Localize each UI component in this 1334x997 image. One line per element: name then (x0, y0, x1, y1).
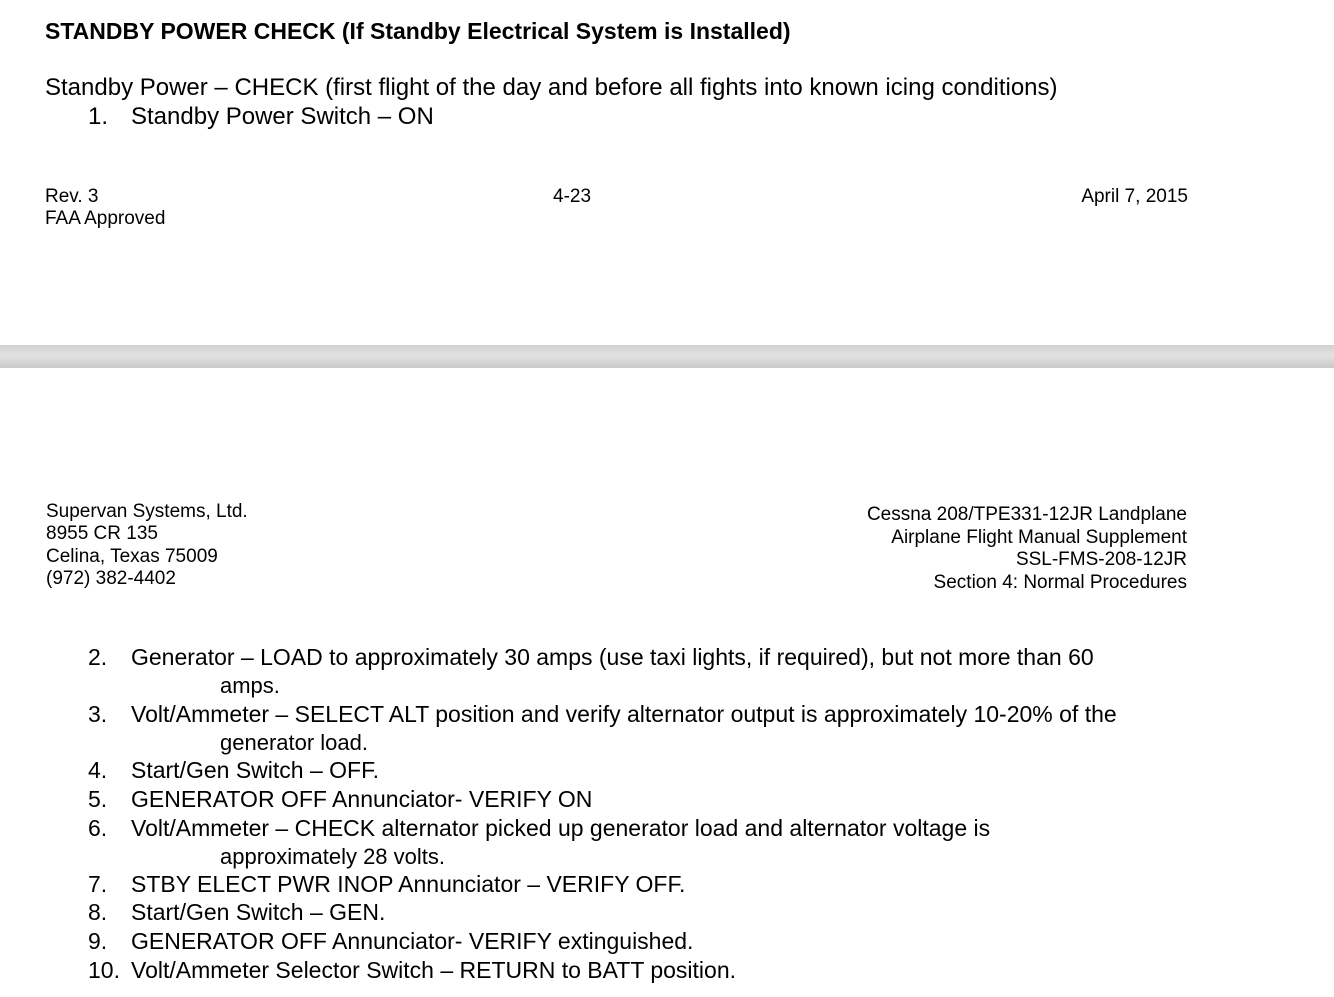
step-number: 9. (88, 928, 108, 954)
intro-line: Standby Power – CHECK (first flight of the day and before all fights into known icing conditions) (45, 74, 1058, 101)
footer-approval: FAA Approved (45, 208, 166, 229)
header-phone: (972) 382-4402 (46, 568, 176, 589)
header-section: Section 4: Normal Procedures (933, 572, 1187, 593)
step-text: Volt/Ammeter Selector Switch – RETURN to BATT position. (131, 957, 737, 983)
step-number: 5. (88, 786, 108, 812)
step-text: Generator – LOAD to approximately 30 amps (use taxi lights, if required), but not more than 60 (131, 644, 1094, 670)
step-text: GENERATOR OFF Annunciator- VERIFY ON (131, 786, 593, 812)
step-2-continuation: amps. (220, 673, 280, 698)
step-text: Volt/Ammeter – SELECT ALT position and verify alternator output is approximately 10-20% of the (131, 701, 1117, 727)
step-number: 4. (88, 757, 108, 783)
top-page (0, 0, 1334, 345)
page-separator (0, 345, 1334, 368)
footer-rev: Rev. 3 (45, 186, 99, 207)
step-3-continuation: generator load. (220, 730, 368, 755)
step-number: 7. (88, 871, 108, 897)
footer-date: April 7, 2015 (1081, 186, 1188, 207)
header-supplement: Airplane Flight Manual Supplement (891, 527, 1187, 548)
section-title: STANDBY POWER CHECK (If Standby Electrical System is Installed) (45, 18, 791, 44)
header-aircraft: Cessna 208/TPE331-12JR Landplane (866, 504, 1187, 525)
header-address: 8955 CR 135 (46, 523, 158, 544)
step-number: 8. (88, 899, 108, 925)
header-company: Supervan Systems, Ltd. (46, 501, 248, 522)
step-number: 2. (88, 644, 108, 670)
header-city: Celina, Texas 75009 (46, 546, 218, 567)
step-number: 1. (88, 103, 109, 130)
step-text: STBY ELECT PWR INOP Annunciator – VERIFY OFF. (131, 871, 686, 897)
step-number: 10. (88, 957, 120, 983)
step-text: GENERATOR OFF Annunciator- VERIFY extinguished. (131, 928, 694, 954)
step-number: 6. (88, 815, 108, 841)
step-text: Volt/Ammeter – CHECK alternator picked up generator load and alternator voltage is (131, 815, 991, 841)
step-number: 3. (88, 701, 108, 727)
footer-page-number: 4-23 (553, 186, 592, 207)
step-text: Standby Power Switch – ON (131, 103, 434, 130)
step-text: Start/Gen Switch – OFF. (131, 757, 379, 783)
step-6-continuation: approximately 28 volts. (220, 844, 445, 869)
step-text: Start/Gen Switch – GEN. (131, 899, 386, 925)
header-doc-id: SSL-FMS-208-12JR (1015, 549, 1187, 570)
